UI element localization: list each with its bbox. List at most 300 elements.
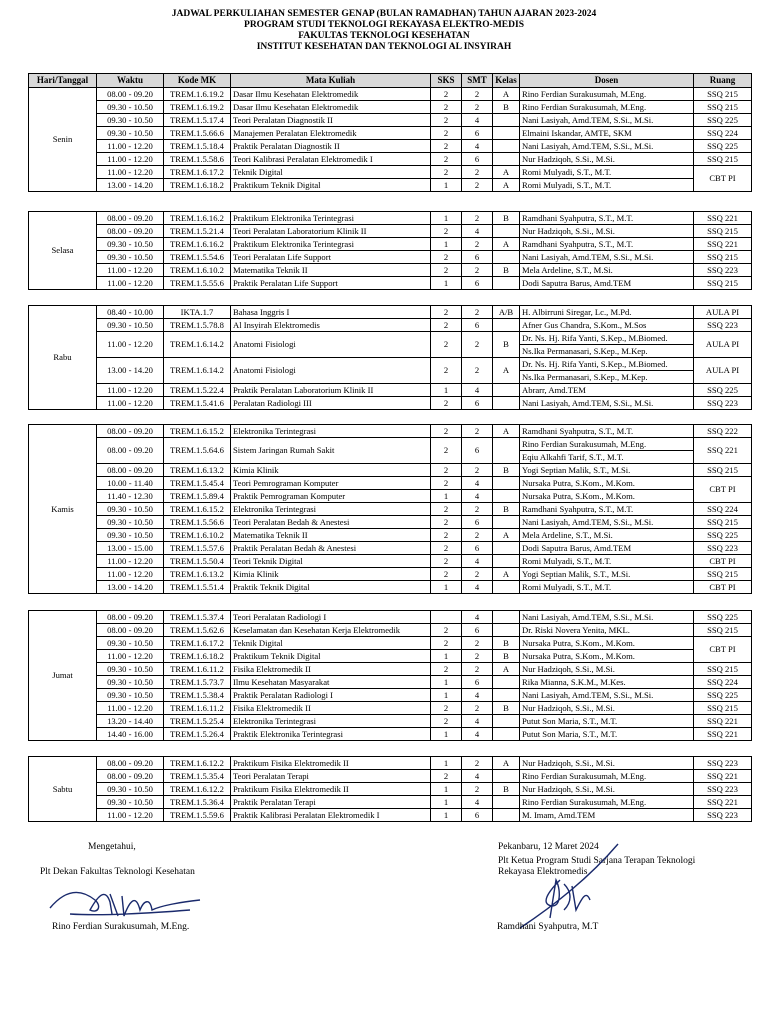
kode-cell: TREM.1.5.35.4 <box>164 770 231 783</box>
mata-kuliah-cell: Praktik Teknik Digital <box>231 581 431 594</box>
ruang-cell: SSQ 223 <box>694 783 752 796</box>
day-name: Selasa <box>29 212 97 290</box>
ruang-cell: SSQ 221 <box>694 715 752 728</box>
ruang-cell: SSQ 223 <box>694 809 752 822</box>
kelas-cell <box>493 689 520 702</box>
kode-cell: TREM.1.5.18.4 <box>164 140 231 153</box>
ruang-cell: SSQ 222 <box>694 425 752 438</box>
smt-cell: 6 <box>462 319 493 332</box>
waktu-cell: 09.30 - 10.50 <box>97 516 164 529</box>
left-position: Plt Dekan Fakultas Teknologi Kesehatan <box>40 867 195 877</box>
table-row <box>29 212 752 225</box>
sks-cell: 2 <box>431 770 462 783</box>
table-row <box>29 676 752 689</box>
table-row <box>29 809 752 822</box>
kode-cell: TREM.1.5.26.4 <box>164 728 231 741</box>
smt-cell: 4 <box>462 689 493 702</box>
waktu-cell: 08.00 - 09.20 <box>97 611 164 624</box>
mata-kuliah-cell: Manajemen Peralatan Elektromedik <box>231 127 431 140</box>
smt-cell: 2 <box>462 757 493 770</box>
dosen-cell: Yogi Septian Malik, S.T., M.Si. <box>520 464 694 477</box>
sks-cell: 2 <box>431 477 462 490</box>
waktu-cell: 11.00 - 12.20 <box>97 140 164 153</box>
dosen-cell: Romi Mulyadi, S.T., M.T. <box>520 179 694 192</box>
table-row <box>29 796 752 809</box>
waktu-cell: 09.30 - 10.50 <box>97 529 164 542</box>
ruang-cell: AULA PI <box>694 332 752 358</box>
mata-kuliah-cell: Praktikum Teknik Digital <box>231 650 431 663</box>
table-row <box>29 140 752 153</box>
table-row <box>29 166 752 179</box>
sks-cell: 1 <box>431 581 462 594</box>
col-ruang-header: Ruang <box>694 74 752 88</box>
kelas-cell <box>493 715 520 728</box>
smt-cell: 2 <box>462 101 493 114</box>
waktu-cell: 11.00 - 12.20 <box>97 264 164 277</box>
sks-cell: 1 <box>431 179 462 192</box>
sks-cell: 2 <box>431 438 462 464</box>
kode-cell: TREM.1.5.17.4 <box>164 114 231 127</box>
smt-cell: 6 <box>462 397 493 410</box>
schedule-table <box>28 211 752 290</box>
dosen-cell: Nani Lasiyah, Amd.TEM, S.Si., M.Si. <box>520 140 694 153</box>
kelas-cell: B <box>493 783 520 796</box>
smt-cell: 2 <box>462 568 493 581</box>
kelas-cell: B <box>493 503 520 516</box>
smt-cell: 2 <box>462 238 493 251</box>
mata-kuliah-cell: Elektronika Terintegrasi <box>231 715 431 728</box>
mata-kuliah-cell: Elektronika Terintegrasi <box>231 425 431 438</box>
ruang-cell: SSQ 215 <box>694 251 752 264</box>
kelas-cell <box>493 611 520 624</box>
mata-kuliah-cell: Dasar Ilmu Kesehatan Elektromedik <box>231 101 431 114</box>
dosen-cell: Ramdhani Syahputra, S.T., M.T. <box>520 503 694 516</box>
day-block-jumat <box>28 610 751 741</box>
smt-cell: 4 <box>462 770 493 783</box>
waktu-cell: 08.00 - 09.20 <box>97 88 164 101</box>
kode-cell: TREM.1.5.56.6 <box>164 516 231 529</box>
ruang-cell: SSQ 225 <box>694 689 752 702</box>
table-row <box>29 358 752 371</box>
kelas-cell <box>493 251 520 264</box>
ruang-cell: SSQ 225 <box>694 384 752 397</box>
table-row <box>29 555 752 568</box>
kelas-cell: A <box>493 179 520 192</box>
kode-cell: TREM.1.6.10.2 <box>164 264 231 277</box>
kelas-cell: A <box>493 568 520 581</box>
day-block-selasa <box>28 211 751 290</box>
kelas-cell <box>493 542 520 555</box>
ruang-cell: SSQ 221 <box>694 770 752 783</box>
smt-cell: 4 <box>462 490 493 503</box>
mata-kuliah-cell: Fisika Elektromedik II <box>231 702 431 715</box>
kode-cell: TREM.1.5.78.8 <box>164 319 231 332</box>
mata-kuliah-cell: Praktik Peralatan Bedah & Anestesi <box>231 542 431 555</box>
table-row <box>29 153 752 166</box>
mata-kuliah-cell: Kimia Klinik <box>231 568 431 581</box>
ruang-cell: CBT PI <box>694 166 752 192</box>
mata-kuliah-cell: Matematika Teknik II <box>231 529 431 542</box>
mata-kuliah-cell: Teori Peralatan Life Support <box>231 251 431 264</box>
waktu-cell: 11.00 - 12.20 <box>97 650 164 663</box>
table-row <box>29 438 752 451</box>
dosen-cell: Dr. Ns. Hj. Rifa Yanti, S.Kep., M.Biomed. <box>520 332 694 345</box>
dosen-cell: Nur Hadziqoh, S.Si., M.Si. <box>520 153 694 166</box>
ruang-cell: SSQ 215 <box>694 663 752 676</box>
waktu-cell: 08.00 - 09.20 <box>97 425 164 438</box>
schedule-table <box>28 424 752 594</box>
kode-cell: TREM.1.6.16.2 <box>164 212 231 225</box>
kelas-cell: A/B <box>493 306 520 319</box>
ruang-cell: SSQ 223 <box>694 264 752 277</box>
dosen-cell: Dr. Riski Novera Yenita, MKL. <box>520 624 694 637</box>
ruang-cell: CBT PI <box>694 555 752 568</box>
day-block-senin <box>28 73 751 192</box>
smt-cell: 4 <box>462 796 493 809</box>
smt-cell: 2 <box>462 212 493 225</box>
waktu-cell: 11.00 - 12.20 <box>97 555 164 568</box>
waktu-cell: 09.30 - 10.50 <box>97 796 164 809</box>
ruang-cell: SSQ 225 <box>694 140 752 153</box>
mata-kuliah-cell: Teori Peralatan Bedah & Anestesi <box>231 516 431 529</box>
smt-cell: 2 <box>462 264 493 277</box>
kelas-cell: B <box>493 101 520 114</box>
ruang-cell: SSQ 223 <box>694 542 752 555</box>
day-name: Senin <box>29 88 97 192</box>
mata-kuliah-cell: Teori Peralatan Laboratorium Klinik II <box>231 225 431 238</box>
dosen-cell: Putut Son Maria, S.T., M.T. <box>520 715 694 728</box>
table-row <box>29 783 752 796</box>
left-greeting: Mengetahui, <box>88 842 136 852</box>
dosen-cell: Nani Lasiyah, Amd.TEM, S.Si., M.Si. <box>520 689 694 702</box>
ruang-cell: CBT PI <box>694 581 752 594</box>
dosen-cell: Mela Ardeline, S.T., M.Si. <box>520 529 694 542</box>
sks-cell: 1 <box>431 212 462 225</box>
kode-cell: TREM.1.5.37.4 <box>164 611 231 624</box>
dosen-cell: M. Imam, Amd.TEM <box>520 809 694 822</box>
col-kelas-header: Kelas <box>493 74 520 88</box>
table-row <box>29 101 752 114</box>
table-row <box>29 477 752 490</box>
dosen-cell: Rika Mianna, S.K.M., M.Kes. <box>520 676 694 689</box>
ruang-cell: SSQ 223 <box>694 397 752 410</box>
mata-kuliah-cell: Praktikum Elektronika Terintegrasi <box>231 238 431 251</box>
kode-cell: TREM.1.5.58.6 <box>164 153 231 166</box>
mata-kuliah-cell: Anatomi Fisiologi <box>231 332 431 358</box>
dosen-cell: Nani Lasiyah, Amd.TEM, S.Si., M.Si. <box>520 516 694 529</box>
kode-cell: TREM.1.5.41.6 <box>164 397 231 410</box>
day-name: Sabtu <box>29 757 97 822</box>
day-name: Rabu <box>29 306 97 410</box>
kelas-cell <box>493 277 520 290</box>
waktu-cell: 11.40 - 12.30 <box>97 490 164 503</box>
smt-cell: 2 <box>462 464 493 477</box>
kode-cell: TREM.1.6.17.2 <box>164 166 231 179</box>
waktu-cell: 09.30 - 10.50 <box>97 127 164 140</box>
dosen-cell: Ramdhani Syahputra, S.T., M.T. <box>520 425 694 438</box>
mata-kuliah-cell: Teori Peralatan Radiologi I <box>231 611 431 624</box>
left-name: Rino Ferdian Surakusumah, M.Eng. <box>52 922 190 932</box>
sks-cell <box>431 611 462 624</box>
kode-cell: TREM.1.6.19.2 <box>164 101 231 114</box>
dosen-cell: Nursaka Putra, S.Kom., M.Kom. <box>520 650 694 663</box>
waktu-cell: 13.00 - 14.20 <box>97 358 164 384</box>
kode-cell: IKTA.1.7 <box>164 306 231 319</box>
table-row <box>29 702 752 715</box>
table-row <box>29 464 752 477</box>
mata-kuliah-cell: Praktik Peralatan Laboratorium Klinik II <box>231 384 431 397</box>
smt-cell: 2 <box>462 702 493 715</box>
waktu-cell: 13.00 - 14.20 <box>97 581 164 594</box>
dosen-cell: Yogi Septian Malik, S.T., M.Si. <box>520 568 694 581</box>
table-row <box>29 88 752 101</box>
sks-cell: 2 <box>431 529 462 542</box>
smt-cell: 4 <box>462 555 493 568</box>
smt-cell: 6 <box>462 438 493 464</box>
mata-kuliah-cell: Anatomi Fisiologi <box>231 358 431 384</box>
mata-kuliah-cell: Peralatan Radiologi III <box>231 397 431 410</box>
smt-cell: 6 <box>462 809 493 822</box>
smt-cell: 6 <box>462 676 493 689</box>
kode-cell: TREM.1.5.25.4 <box>164 715 231 728</box>
kelas-cell: A <box>493 358 520 384</box>
sks-cell: 1 <box>431 650 462 663</box>
kelas-cell <box>493 770 520 783</box>
waktu-cell: 11.00 - 12.20 <box>97 397 164 410</box>
sks-cell: 2 <box>431 397 462 410</box>
waktu-cell: 11.00 - 12.20 <box>97 277 164 290</box>
waktu-cell: 08.00 - 09.20 <box>97 212 164 225</box>
mata-kuliah-cell: Teori Pemrograman Komputer <box>231 477 431 490</box>
sks-cell: 2 <box>431 663 462 676</box>
dosen-cell: Ns.Ika Permanasari, S.Kep., M.Kep. <box>520 345 694 358</box>
kode-cell: TREM.1.5.73.7 <box>164 676 231 689</box>
ruang-cell: SSQ 215 <box>694 702 752 715</box>
smt-cell: 6 <box>462 153 493 166</box>
waktu-cell: 11.00 - 12.20 <box>97 384 164 397</box>
mata-kuliah-cell: Kimia Klinik <box>231 464 431 477</box>
ruang-cell: SSQ 215 <box>694 464 752 477</box>
right-position-line-2: Rekayasa Elektromedis <box>498 867 588 877</box>
kelas-cell: B <box>493 212 520 225</box>
table-row <box>29 127 752 140</box>
schedule-table <box>28 305 752 410</box>
table-row <box>29 114 752 127</box>
sks-cell: 2 <box>431 358 462 384</box>
mata-kuliah-cell: Teori Peralatan Terapi <box>231 770 431 783</box>
col-waktu-header: Waktu <box>97 74 164 88</box>
kode-cell: TREM.1.6.11.2 <box>164 702 231 715</box>
smt-cell: 2 <box>462 306 493 319</box>
kelas-cell: A <box>493 529 520 542</box>
table-row <box>29 611 752 624</box>
ruang-cell: SSQ 224 <box>694 127 752 140</box>
sks-cell: 1 <box>431 757 462 770</box>
table-row <box>29 397 752 410</box>
kelas-cell <box>493 153 520 166</box>
kode-cell: TREM.1.5.54.6 <box>164 251 231 264</box>
ruang-cell: SSQ 221 <box>694 238 752 251</box>
ruang-cell: SSQ 221 <box>694 796 752 809</box>
mata-kuliah-cell: Praktikum Fisika Elektromedik II <box>231 783 431 796</box>
schedule-table <box>28 756 752 822</box>
table-row <box>29 637 752 650</box>
table-row <box>29 663 752 676</box>
mata-kuliah-cell: Teknik Digital <box>231 166 431 179</box>
sks-cell: 2 <box>431 715 462 728</box>
col-smt-header: SMT <box>462 74 493 88</box>
ruang-cell: SSQ 215 <box>694 88 752 101</box>
kelas-cell: B <box>493 264 520 277</box>
mata-kuliah-cell: Praktik Peralatan Life Support <box>231 277 431 290</box>
table-row <box>29 715 752 728</box>
kode-cell: TREM.1.5.89.4 <box>164 490 231 503</box>
mata-kuliah-cell: Matematika Teknik II <box>231 264 431 277</box>
kode-cell: TREM.1.5.59.6 <box>164 809 231 822</box>
waktu-cell: 11.00 - 12.20 <box>97 166 164 179</box>
kode-cell: TREM.1.6.18.2 <box>164 179 231 192</box>
kode-cell: TREM.1.6.17.2 <box>164 637 231 650</box>
table-row <box>29 306 752 319</box>
mata-kuliah-cell: Teori Teknik Digital <box>231 555 431 568</box>
dosen-cell: Elmaini Iskandar, AMTE, SKM <box>520 127 694 140</box>
kode-cell: TREM.1.5.21.4 <box>164 225 231 238</box>
smt-cell: 4 <box>462 384 493 397</box>
mata-kuliah-cell: Keselamatan dan Kesehatan Kerja Elektromedik <box>231 624 431 637</box>
dosen-cell: Ramdhani Syahputra, S.T., M.T. <box>520 238 694 251</box>
ruang-cell: SSQ 215 <box>694 225 752 238</box>
waktu-cell: 08.00 - 09.20 <box>97 464 164 477</box>
table-row <box>29 225 752 238</box>
right-position-line-1: Plt Ketua Program Studi Sarjana Terapan Teknologi <box>498 856 696 866</box>
sks-cell: 2 <box>431 637 462 650</box>
waktu-cell: 09.30 - 10.50 <box>97 238 164 251</box>
smt-cell: 2 <box>462 332 493 358</box>
waktu-cell: 08.00 - 09.20 <box>97 225 164 238</box>
smt-cell: 4 <box>462 581 493 594</box>
waktu-cell: 09.30 - 10.50 <box>97 637 164 650</box>
mata-kuliah-cell: Elektronika Terintegrasi <box>231 503 431 516</box>
mata-kuliah-cell: Praktik Pemrograman Komputer <box>231 490 431 503</box>
kelas-cell <box>493 319 520 332</box>
kode-cell: TREM.1.5.66.6 <box>164 127 231 140</box>
waktu-cell: 09.30 - 10.50 <box>97 114 164 127</box>
kode-cell: TREM.1.6.15.2 <box>164 503 231 516</box>
sks-cell: 2 <box>431 101 462 114</box>
kode-cell: TREM.1.5.38.4 <box>164 689 231 702</box>
ruang-cell: CBT PI <box>694 637 752 663</box>
kode-cell: TREM.1.6.13.2 <box>164 464 231 477</box>
smt-cell: 2 <box>462 88 493 101</box>
sks-cell: 2 <box>431 702 462 715</box>
dosen-cell: Abrarr, Amd.TEM <box>520 384 694 397</box>
kelas-cell <box>493 624 520 637</box>
sks-cell: 2 <box>431 153 462 166</box>
smt-cell: 6 <box>462 127 493 140</box>
waktu-cell: 09.30 - 10.50 <box>97 783 164 796</box>
dosen-cell: Putut Son Maria, S.T., M.T. <box>520 728 694 741</box>
mata-kuliah-cell: Praktik Kalibrasi Peralatan Elektromedik I <box>231 809 431 822</box>
sks-cell: 2 <box>431 555 462 568</box>
dosen-cell: Nursaka Putra, S.Kom., M.Kom. <box>520 490 694 503</box>
table-row <box>29 568 752 581</box>
smt-cell: 6 <box>462 516 493 529</box>
left-signature <box>40 880 210 925</box>
waktu-cell: 13.00 - 14.20 <box>97 179 164 192</box>
mata-kuliah-cell: Fisika Elektromedik II <box>231 663 431 676</box>
smt-cell: 2 <box>462 529 493 542</box>
kelas-cell <box>493 809 520 822</box>
sks-cell: 2 <box>431 140 462 153</box>
sks-cell: 1 <box>431 238 462 251</box>
kode-cell: TREM.1.6.11.2 <box>164 663 231 676</box>
schedule-table <box>28 610 752 741</box>
waktu-cell: 13.20 - 14.40 <box>97 715 164 728</box>
kode-cell: TREM.1.6.14.2 <box>164 332 231 358</box>
sks-cell: 2 <box>431 225 462 238</box>
smt-cell: 4 <box>462 114 493 127</box>
dosen-cell: Romi Mulyadi, S.T., M.T. <box>520 581 694 594</box>
dosen-cell: H. Albirruni Siregar, Lc., M.Pd. <box>520 306 694 319</box>
dosen-cell: Rino Ferdian Surakusumah, M.Eng. <box>520 438 694 451</box>
kelas-cell: A <box>493 166 520 179</box>
sks-cell: 2 <box>431 114 462 127</box>
table-row <box>29 529 752 542</box>
waktu-cell: 09.30 - 10.50 <box>97 101 164 114</box>
mata-kuliah-cell: Praktikum Fisika Elektromedik II <box>231 757 431 770</box>
table-row <box>29 238 752 251</box>
mata-kuliah-cell: Praktik Peralatan Diagnostik II <box>231 140 431 153</box>
smt-cell: 2 <box>462 358 493 384</box>
smt-cell: 2 <box>462 663 493 676</box>
dosen-cell: Dr. Ns. Hj. Rifa Yanti, S.Kep., M.Biomed. <box>520 358 694 371</box>
dosen-cell: Dodi Saputra Barus, Amd.TEM <box>520 277 694 290</box>
day-name: Kamis <box>29 425 97 594</box>
kode-cell: TREM.1.6.15.2 <box>164 425 231 438</box>
dosen-cell: Nani Lasiyah, Amd.TEM, S.Si., M.Si. <box>520 251 694 264</box>
dosen-cell: Nani Lasiyah, Amd.TEM, S.Si., M.Si. <box>520 114 694 127</box>
waktu-cell: 09.30 - 10.50 <box>97 676 164 689</box>
kelas-cell: A <box>493 757 520 770</box>
kode-cell: TREM.1.6.12.2 <box>164 757 231 770</box>
kode-cell: TREM.1.6.10.2 <box>164 529 231 542</box>
sks-cell: 2 <box>431 624 462 637</box>
kelas-cell <box>493 384 520 397</box>
kelas-cell: B <box>493 464 520 477</box>
kode-cell: TREM.1.6.14.2 <box>164 358 231 384</box>
ruang-cell: SSQ 224 <box>694 676 752 689</box>
schedule-table <box>28 73 752 192</box>
dosen-cell: Rino Ferdian Surakusumah, M.Eng. <box>520 88 694 101</box>
smt-cell: 6 <box>462 624 493 637</box>
header-row <box>29 74 752 88</box>
dosen-cell: Dodi Saputra Barus, Amd.TEM <box>520 542 694 555</box>
smt-cell: 4 <box>462 140 493 153</box>
smt-cell: 2 <box>462 637 493 650</box>
mata-kuliah-cell: Praktikum Elektronika Terintegrasi <box>231 212 431 225</box>
right-place-date: Pekanbaru, 12 Maret 2024 <box>498 842 599 852</box>
dosen-cell: Ramdhani Syahputra, S.T., M.T. <box>520 212 694 225</box>
kode-cell: TREM.1.6.12.2 <box>164 783 231 796</box>
kode-cell: TREM.1.5.57.6 <box>164 542 231 555</box>
waktu-cell: 11.00 - 12.20 <box>97 568 164 581</box>
smt-cell: 4 <box>462 225 493 238</box>
dosen-cell: Nur Hadziqoh, S.Si., M.Si. <box>520 757 694 770</box>
day-block-rabu <box>28 305 751 410</box>
ruang-cell: SSQ 221 <box>694 728 752 741</box>
smt-cell: 4 <box>462 728 493 741</box>
mata-kuliah-cell: Ilmu Kesehatan Masyarakat <box>231 676 431 689</box>
